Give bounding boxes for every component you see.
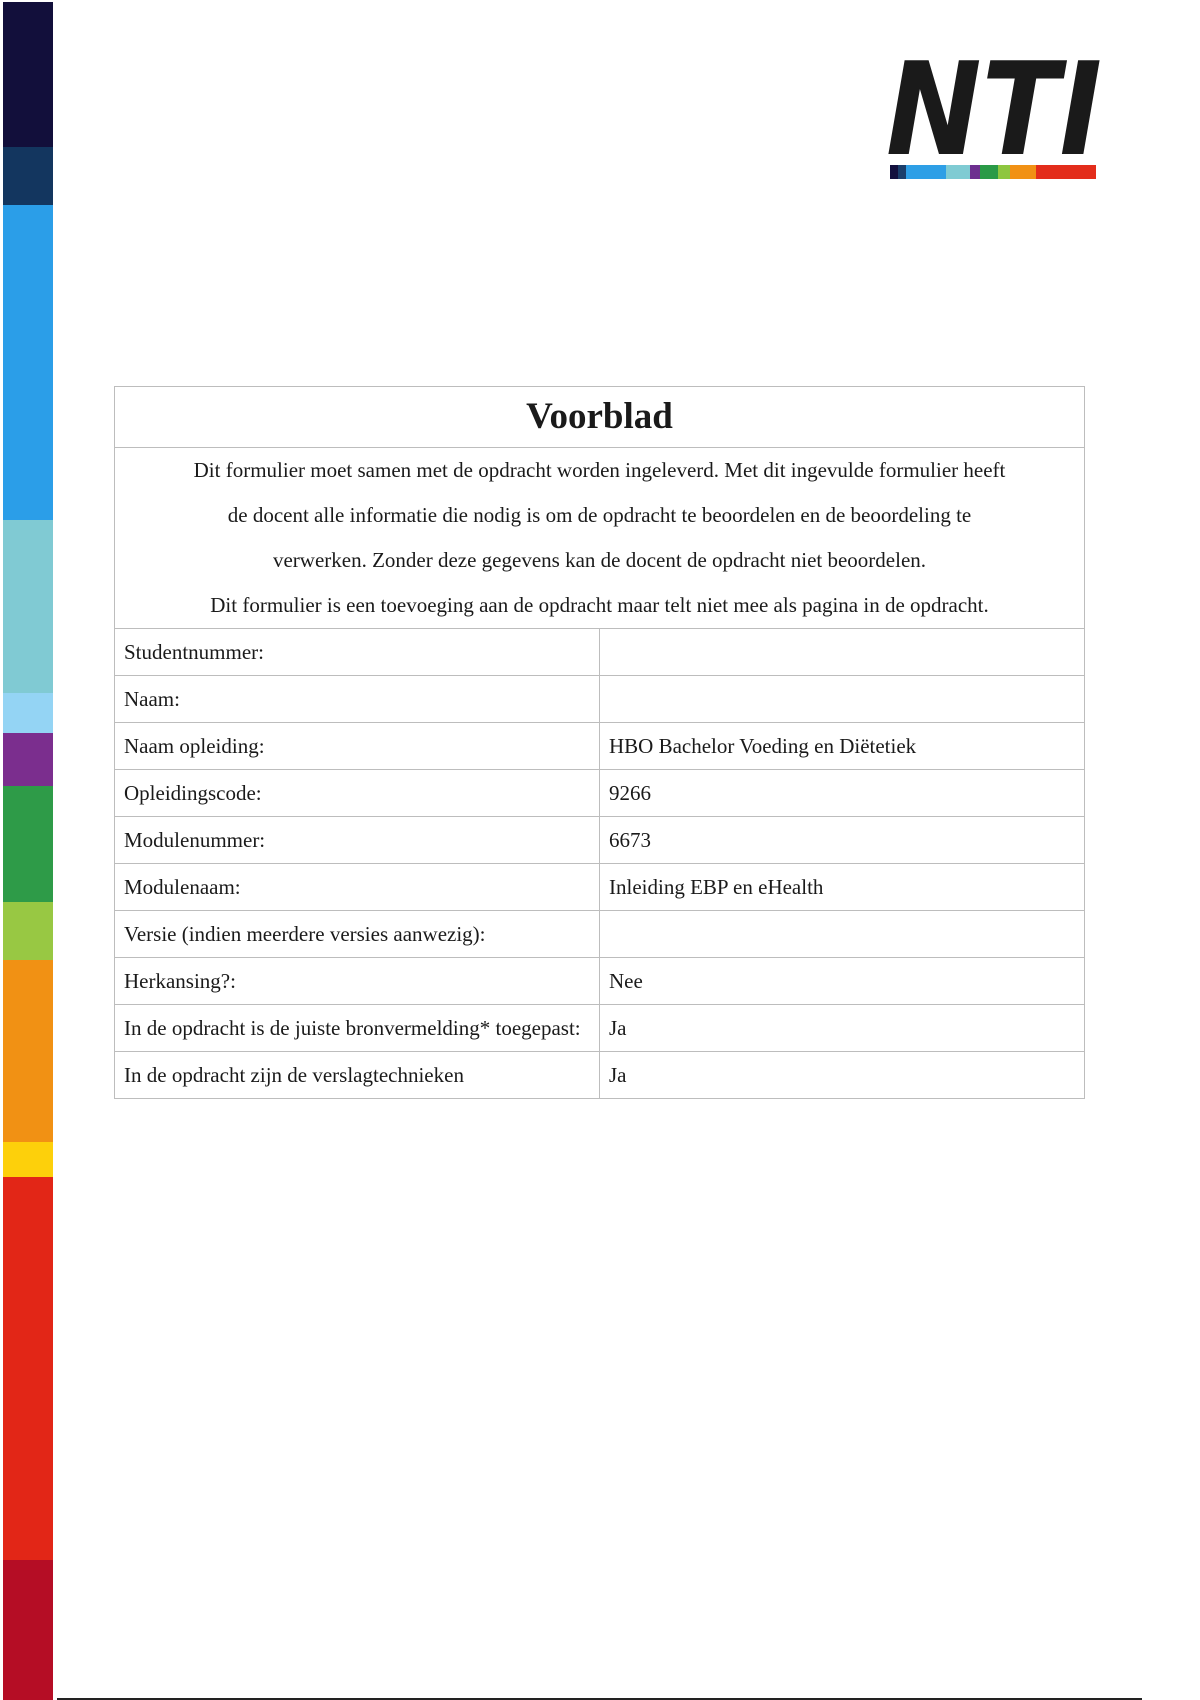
form-row-naam	[115, 676, 1085, 723]
form-row-naam-opleiding	[115, 723, 1085, 770]
nti-logo-mark	[886, 50, 1106, 162]
strip-segment	[3, 1142, 53, 1177]
modulenummer-field[interactable]: 6673	[600, 817, 1085, 864]
verslagtechnieken-field[interactable]: Ja	[600, 1052, 1085, 1099]
versie-field[interactable]	[600, 911, 1085, 958]
logo-bar-segment	[946, 165, 970, 179]
herkansing-field[interactable]: Nee	[600, 958, 1085, 1005]
form-row-opleidingscode	[115, 770, 1085, 817]
strip-segment	[3, 147, 53, 205]
field-label: Herkansing?:	[115, 958, 600, 1005]
strip-segment	[3, 2, 53, 147]
strip-segment	[3, 960, 53, 1142]
logo-bar-segment	[998, 165, 1010, 179]
form-intro	[115, 448, 1085, 629]
logo-bar-segment	[1010, 165, 1036, 179]
form-row-verslagtechnieken	[115, 1052, 1085, 1099]
studentnummer-field[interactable]	[600, 629, 1085, 676]
form-row-studentnummer	[115, 629, 1085, 676]
intro-line: Dit formulier is een toevoeging aan de opdracht maar telt niet mee als pagina in de opdracht.	[210, 593, 989, 617]
logo-bar-segment	[980, 165, 998, 179]
field-label: Studentnummer:	[115, 629, 600, 676]
field-label: Naam:	[115, 676, 600, 723]
field-label: In de opdracht is de juiste bronvermelding* toegepast:	[115, 1005, 600, 1052]
form-row-herkansing	[115, 958, 1085, 1005]
form-row-bronvermelding	[115, 1005, 1085, 1052]
strip-segment	[3, 902, 53, 960]
strip-segment	[3, 733, 53, 786]
form-title: Voorblad	[115, 387, 1085, 448]
form-row-modulenaam	[115, 864, 1085, 911]
modulenaam-field[interactable]: Inleiding EBP en eHealth	[600, 864, 1085, 911]
field-label: In de opdracht zijn de verslagtechnieken	[115, 1052, 600, 1099]
field-label: Opleidingscode:	[115, 770, 600, 817]
logo-text: NTI	[886, 50, 1102, 162]
field-label: Modulenaam:	[115, 864, 600, 911]
logo-bar-segment	[1036, 165, 1066, 179]
form-row-versie	[115, 911, 1085, 958]
strip-segment	[3, 520, 53, 693]
logo-bar-segment	[970, 165, 980, 179]
strip-segment	[3, 693, 53, 733]
logo-color-bar	[890, 165, 1096, 179]
nti-logo	[886, 50, 1106, 185]
logo-bar-segment	[890, 165, 898, 179]
intro-line: Dit formulier moet samen met de opdracht worden ingeleverd. Met dit ingevulde formulier heeft	[193, 458, 1006, 482]
naam-field[interactable]	[600, 676, 1085, 723]
intro-line: verwerken. Zonder deze gegevens kan de docent de opdracht niet beoordelen.	[272, 548, 927, 572]
field-label: Modulenummer:	[115, 817, 600, 864]
form-row-modulenummer	[115, 817, 1085, 864]
field-label: Versie (indien meerdere versies aanwezig):	[115, 911, 600, 958]
voorblad-form	[114, 386, 1085, 1099]
logo-bar-segment	[1066, 165, 1096, 179]
strip-segment	[3, 1560, 53, 1700]
opleidingscode-field[interactable]: 9266	[600, 770, 1085, 817]
intro-line: de docent alle informatie die nodig is om de opdracht te beoordelen en de beoordeling te	[227, 503, 972, 527]
field-label: Naam opleiding:	[115, 723, 600, 770]
logo-bar-segment	[898, 165, 906, 179]
strip-segment	[3, 786, 53, 902]
strip-segment	[3, 1177, 53, 1560]
color-strip	[3, 2, 53, 1700]
naam-opleiding-field[interactable]: HBO Bachelor Voeding en Diëtetiek	[600, 723, 1085, 770]
strip-segment	[3, 205, 53, 520]
logo-bar-segment	[906, 165, 946, 179]
bronvermelding-field[interactable]: Ja	[600, 1005, 1085, 1052]
